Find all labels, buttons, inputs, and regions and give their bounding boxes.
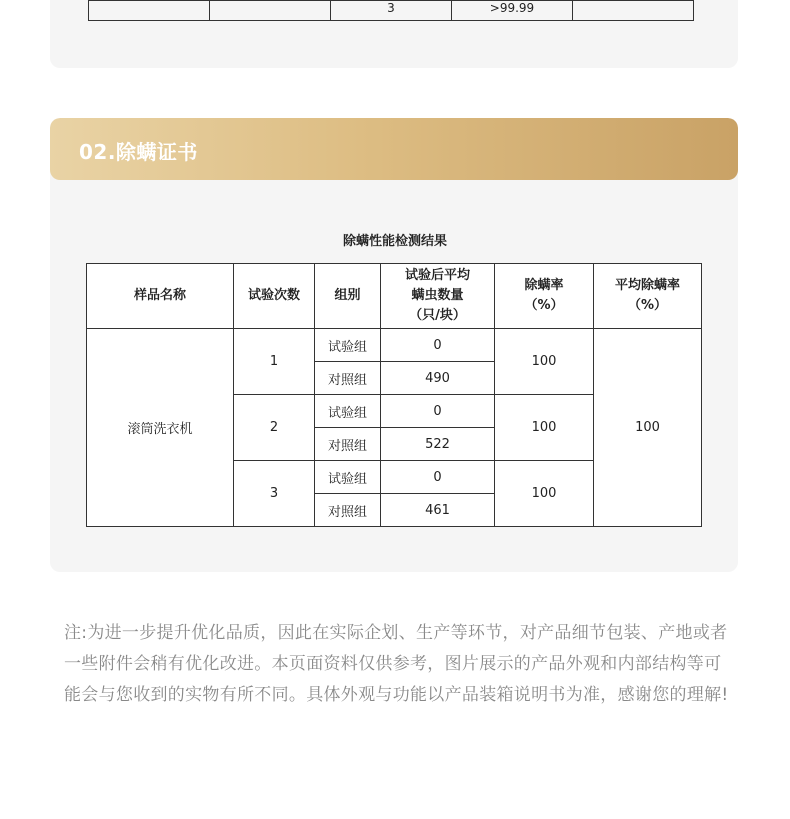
group-cell: 对照组 [315,362,381,395]
group-cell: 试验组 [315,395,381,428]
group-cell: 试验组 [315,329,381,362]
avg-rate-cell: 100 [594,329,702,527]
mite-removal-table [86,263,702,527]
group-cell: 试验组 [315,461,381,494]
value-cell: 0 [381,395,495,428]
header-trial-count: 试验次数 [234,264,315,329]
disclaimer-note: 注:为进一步提升优化品质，因此在实际企划、生产等环节，对产品细节包装、产地或者一些附件会稍有优化改进。本页面资料仅供参考，图片展示的产品外观和内部结构等可能会与您收到的实物有所不同。具体外观与功能以产品装箱说明书为准，感谢您的理解! [64,623,729,705]
top-table-rate: >99.99 [452,1,573,21]
header-removal-rate: 除螨率 （%） [495,264,594,329]
table-row [87,329,702,362]
top-table-cell [573,1,694,21]
rate-cell: 100 [495,395,594,461]
header-avg-mites: 试验后平均 螨虫数量 （只/块） [381,264,495,329]
value-cell: 490 [381,362,495,395]
header-avg-removal-rate: 平均除螨率 （%） [594,264,702,329]
section-banner [50,118,738,180]
value-cell: 0 [381,329,495,362]
trial-number-cell: 3 [234,461,315,527]
section-title: 02.除螨证书 [79,140,198,164]
rate-cell: 100 [495,461,594,527]
value-cell: 461 [381,494,495,527]
table-caption: 除螨性能检测结果 [342,234,447,249]
top-table-row-index: 3 [331,1,452,21]
group-cell: 对照组 [315,494,381,527]
trial-number-cell: 2 [234,395,315,461]
value-cell: 0 [381,461,495,494]
header-group: 组别 [315,264,381,329]
trial-number-cell: 1 [234,329,315,395]
top-table-cell [210,1,331,21]
group-cell: 对照组 [315,428,381,461]
top-result-table [88,0,694,21]
value-cell: 522 [381,428,495,461]
sample-name-cell: 滚筒洗衣机 [87,329,234,527]
top-table-cell [89,1,210,21]
rate-cell: 100 [495,329,594,395]
header-sample: 样品名称 [87,264,234,329]
